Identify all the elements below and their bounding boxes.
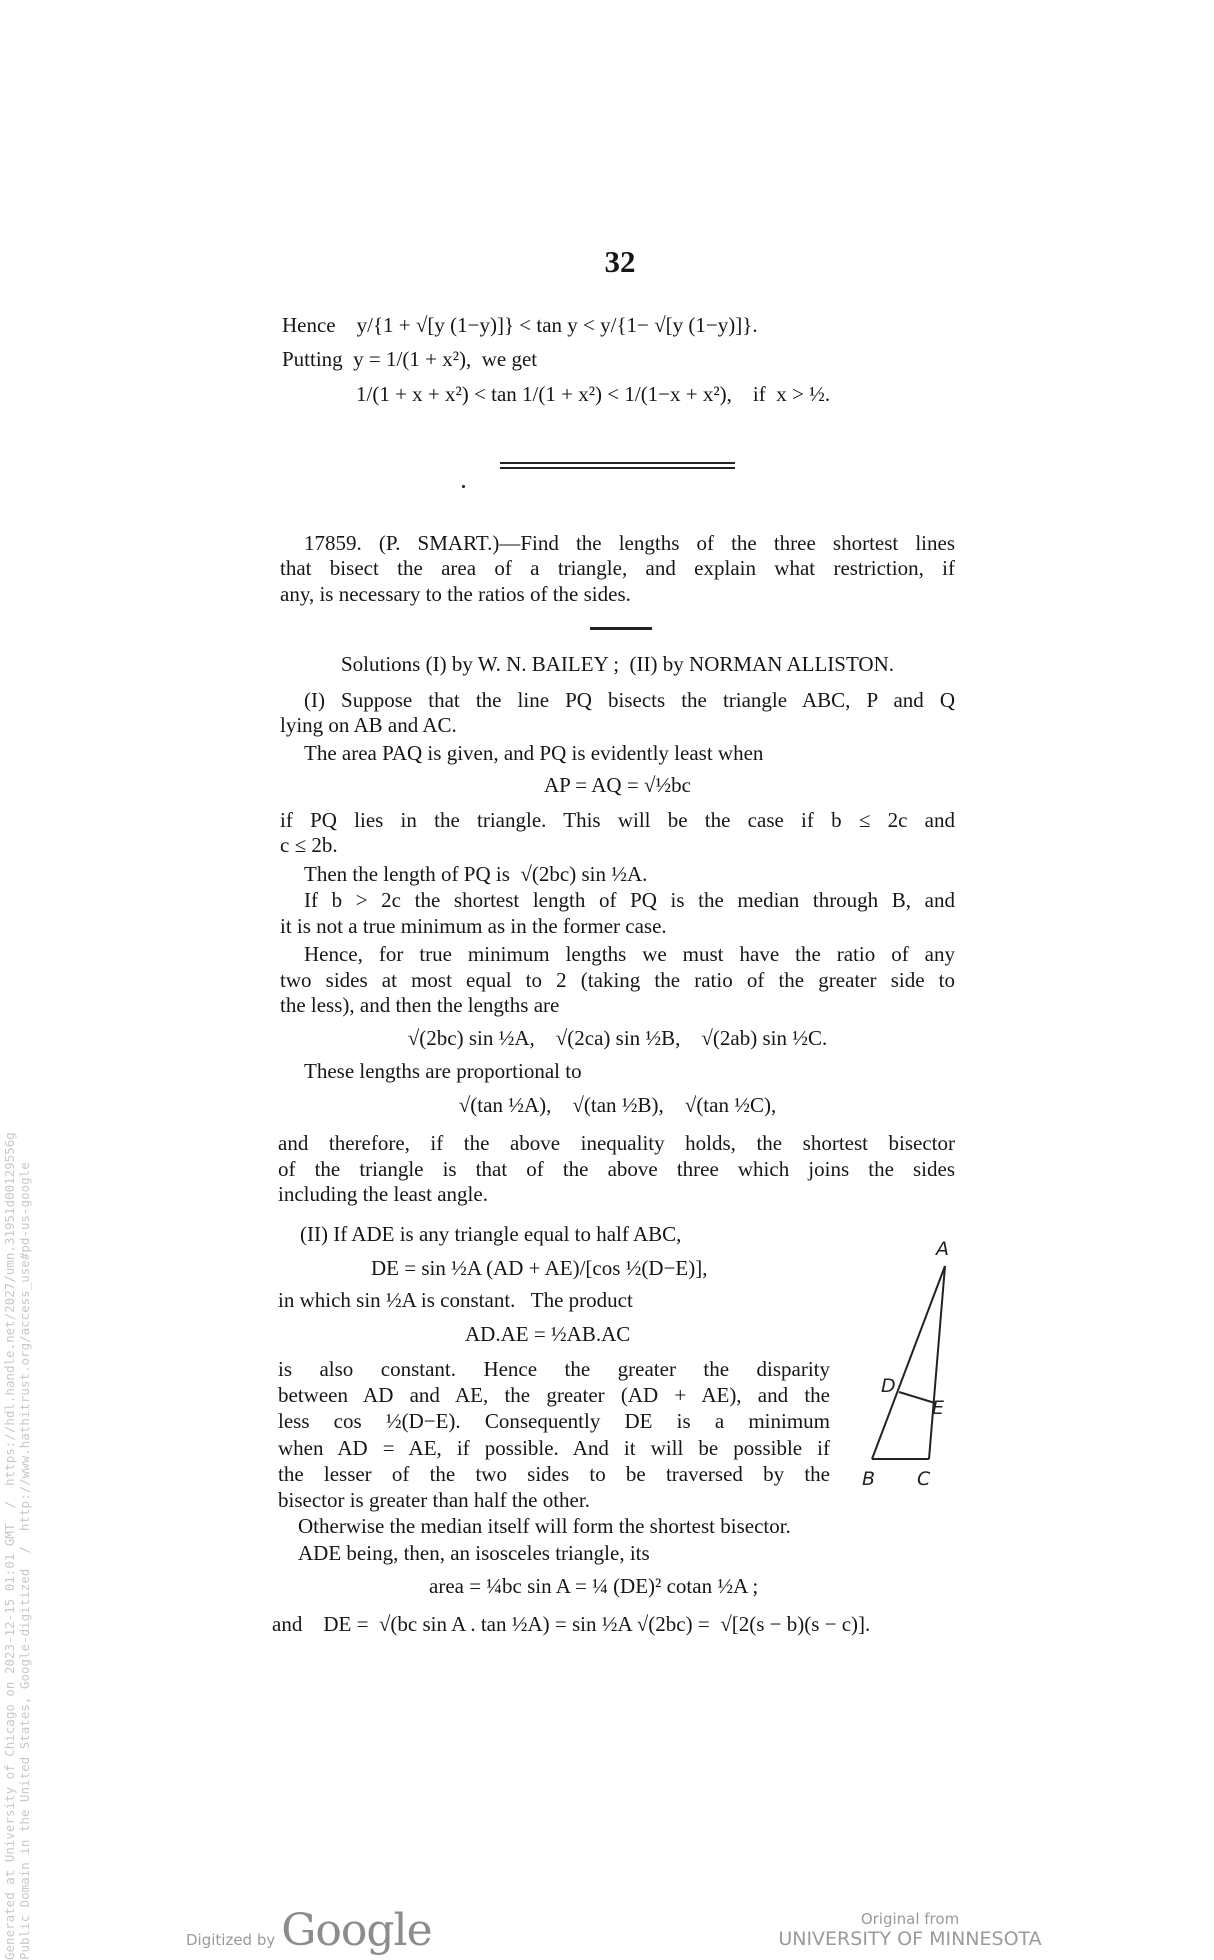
solution-line: bisector is greater than half the other.: [278, 1488, 590, 1512]
solution-line: the lesser of the two sides to be traversed by the: [278, 1462, 830, 1486]
bisector-de: [899, 1392, 935, 1403]
solution-line: it is not a true minimum as in the former case.: [280, 914, 667, 938]
solution-line: less cos ½(D−E). Consequently DE is a minimum: [278, 1409, 830, 1433]
label-a: A: [936, 1238, 949, 1260]
label-b: B: [862, 1468, 876, 1490]
solution-line: of the triangle is that of the above three which joins the sides: [278, 1157, 955, 1181]
intro-inequality: 1/(1 + x + x²) < tan 1/(1 + x²) < 1/(1−x + x²), if x > ½.: [356, 382, 831, 406]
question-line: any, is necessary to the ratios of the sides.: [280, 582, 631, 606]
solution-line: (I) Suppose that the line PQ bisects the triangle ABC, P and Q: [304, 688, 955, 712]
equation: √(tan ½A), √(tan ½B), √(tan ½C),: [458, 1093, 777, 1117]
solution-line: is also constant. Hence the greater the disparity: [278, 1357, 830, 1381]
side-ab: [872, 1266, 945, 1459]
equation: area = ¼bc sin A = ¼ (DE)² cotan ½A ;: [429, 1574, 759, 1598]
digitized-by-label: Digitized by: [186, 1931, 276, 1949]
solution-line: Hence, for true minimum lengths we must have the ratio of any: [304, 942, 955, 966]
digitized-by-google: [186, 1905, 432, 1956]
solution-line: in which sin ½A is constant. The product: [278, 1288, 633, 1312]
equation: √(2bc) sin ½A, √(2ca) sin ½B, √(2ab) sin ½C.: [407, 1026, 828, 1050]
solution-line: ADE being, then, an isosceles triangle, its: [298, 1541, 650, 1565]
equation: AD.AE = ½AB.AC: [465, 1322, 631, 1346]
label-e: E: [932, 1397, 945, 1419]
institution-name: UNIVERSITY OF MINNESOTA: [778, 1928, 1042, 1950]
side-watermark: [2, 1132, 32, 1960]
solution-line: (II) If ADE is any triangle equal to half ABC,: [300, 1222, 682, 1246]
intro-line: Hence y/{1 + √[y (1−y)]} < tan y < y/{1− √[y (1−y)]}.: [282, 313, 758, 337]
solutions-heading: Solutions (I) by W. N. BAILEY ; (II) by NORMAN ALLISTON.: [341, 652, 894, 676]
solution-line: when AD = AE, if possible. And it will be possible if: [278, 1436, 830, 1460]
label-c: C: [917, 1468, 931, 1490]
solution-line: two sides at most equal to 2 (taking the ratio of the greater side to: [280, 968, 955, 992]
solution-line: lying on AB and AC.: [280, 713, 457, 737]
watermark-line-2: Public Domain in the United States, Google-digitized / http://www.hathitrust.org/access_use#pd-us-google: [17, 1162, 32, 1960]
question-line: that bisect the area of a triangle, and explain what restriction, if: [280, 556, 955, 580]
solution-line: if PQ lies in the triangle. This will be the case if b ≤ 2c and: [280, 808, 955, 832]
solution-line: These lengths are proportional to: [304, 1059, 582, 1083]
solution-line: between AD and AE, the greater (AD + AE), and the: [278, 1383, 830, 1407]
watermark-line-1: Generated at University of Chicago on 2023-12-15 01:01 GMT / https://hdl.handle.net/2027/umn.31951d00129556g: [2, 1132, 17, 1960]
intro-line: Putting y = 1/(1 + x²), we get: [282, 347, 538, 371]
original-from-label: Original from: [860, 1910, 960, 1928]
solution-line: Otherwise the median itself will form the shortest bisector.: [298, 1514, 791, 1538]
equation: DE = sin ½A (AD + AE)/[cos ½(D−E)],: [371, 1256, 708, 1280]
original-source: [760, 1910, 1060, 1950]
solution-line: the less), and then the lengths are: [280, 993, 560, 1017]
equation: and DE = √(bc sin A . tan ½A) = sin ½A √(2bc) = √[2(s − b)(s − c)].: [272, 1612, 871, 1636]
solution-line: If b > 2c the shortest length of PQ is the median through B, and: [304, 888, 955, 912]
solution-line: The area PAQ is given, and PQ is evidently least when: [304, 741, 764, 765]
page-number: 32: [604, 244, 636, 279]
label-d: D: [881, 1375, 896, 1397]
side-ac: [929, 1266, 945, 1459]
question-line: 17859. (P. SMART.)—Find the lengths of the three shortest lines: [304, 531, 955, 555]
solution-line: c ≤ 2b.: [280, 833, 338, 857]
equation: AP = AQ = √½bc: [543, 773, 692, 797]
google-logo: Google: [281, 1905, 432, 1956]
solution-line: including the least angle.: [278, 1182, 488, 1206]
solution-line: Then the length of PQ is √(2bc) sin ½A.: [304, 862, 648, 886]
solution-line: and therefore, if the above inequality holds, the shortest bisector: [278, 1131, 955, 1155]
